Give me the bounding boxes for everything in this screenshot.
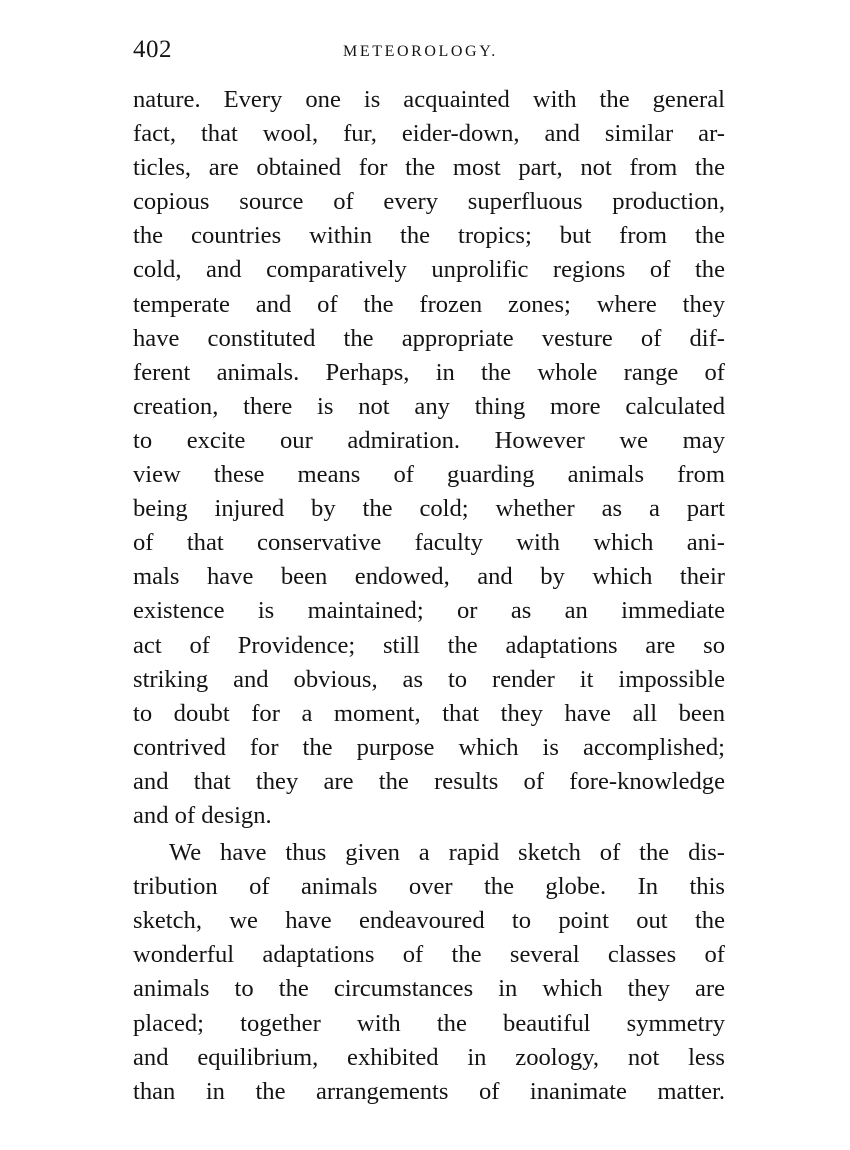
text-line: view these means of guarding animals from: [133, 461, 725, 489]
text-line: of that conservative faculty with which ani-: [133, 529, 725, 557]
text-line: sketch, we have endeavoured to point out the: [133, 907, 725, 935]
text-line: nature. Every one is acquainted with the general: [133, 86, 725, 113]
text-line: have constituted the appropriate vesture of dif-: [133, 324, 725, 352]
text-line: animals to the circumstances in which they are: [133, 975, 725, 1003]
text-line: tribution of animals over the globe. In this: [133, 873, 725, 901]
text-line: act of Providence; still the adaptations are so: [133, 631, 725, 659]
text-line: temperate and of the frozen zones; where they: [133, 290, 725, 318]
text-line: wonderful adaptations of the several classes of: [133, 941, 725, 969]
text-line: fact, that wool, fur, eider-down, and similar ar-: [133, 120, 725, 148]
text-line: copious source of every superfluous production,: [133, 188, 725, 216]
text-line: mals have been endowed, and by which their: [133, 563, 725, 591]
text-line: cold, and comparatively unprolific regions of the: [133, 256, 725, 284]
text-line: to doubt for a moment, that they have all been: [133, 699, 725, 727]
page-number: 402: [133, 36, 172, 63]
text-line: contrived for the purpose which is accomplished;: [133, 733, 725, 761]
running-title: METEOROLOGY.: [343, 43, 498, 60]
text-line: striking and obvious, as to render it impossible: [133, 665, 725, 693]
paragraph-1: [133, 83, 725, 833]
text-line: being injured by the cold; whether as a part: [133, 495, 725, 523]
text-line: We have thus given a rapid sketch of the dis-: [169, 839, 725, 867]
text-line: and of design.: [133, 801, 272, 829]
text-line: existence is maintained; or as an immediate: [133, 597, 725, 625]
text-line: than in the arrangements of inanimate matter.: [133, 1077, 725, 1105]
text-line: creation, there is not any thing more calculated: [133, 392, 725, 420]
body-text: [133, 83, 725, 1109]
running-head: [133, 36, 723, 68]
text-line: and equilibrium, exhibited in zoology, not less: [133, 1043, 725, 1071]
text-line: the countries within the tropics; but from the: [133, 222, 725, 250]
text-line: ticles, are obtained for the most part, not from the: [133, 154, 725, 182]
text-line: to excite our admiration. However we may: [133, 426, 725, 454]
text-line: ferent animals. Perhaps, in the whole range of: [133, 358, 725, 386]
paragraph-2: [133, 836, 725, 1109]
text-line: placed; together with the beautiful symmetry: [133, 1009, 725, 1037]
text-line: and that they are the results of fore-knowledge: [133, 767, 725, 795]
